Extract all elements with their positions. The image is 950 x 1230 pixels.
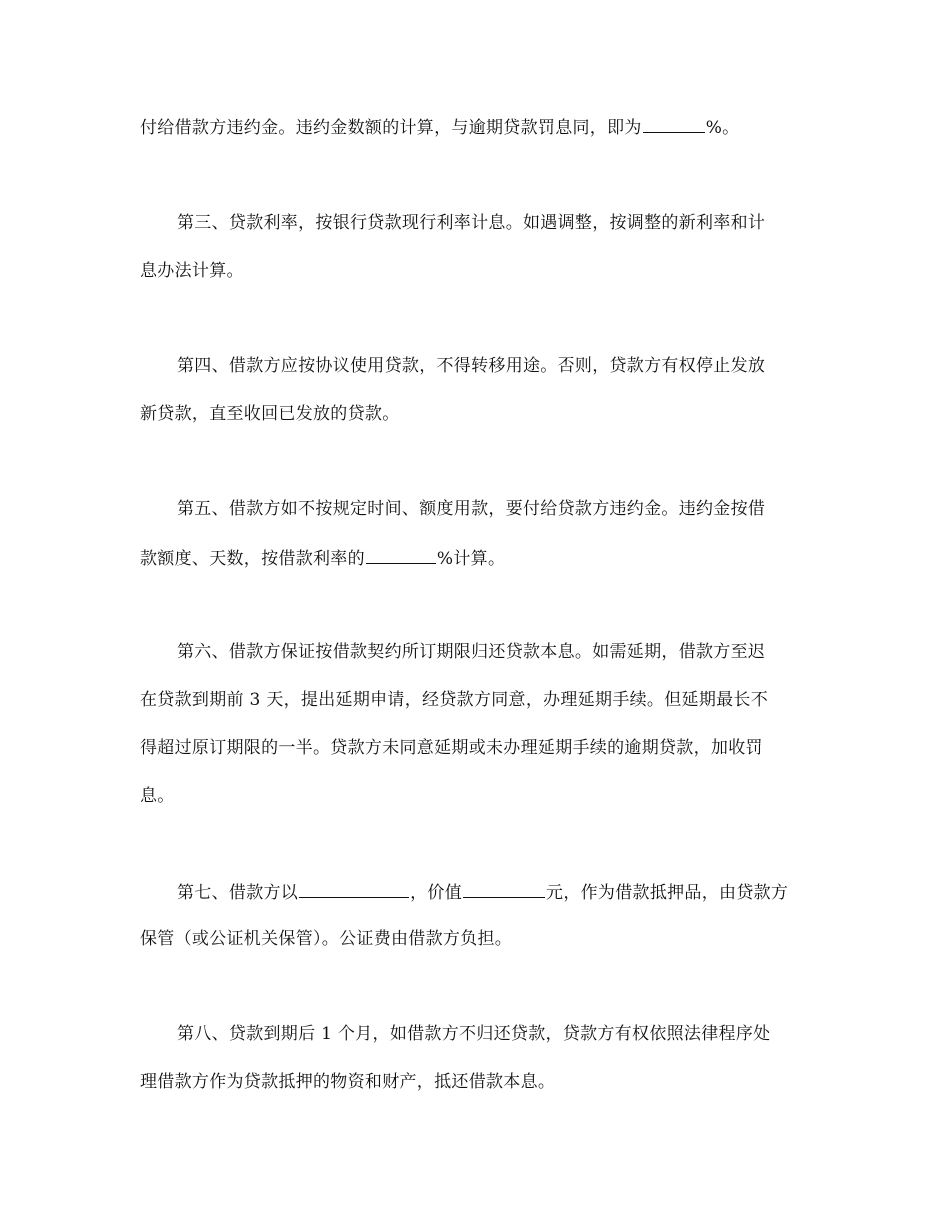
clause-3-line-2: 息办法计算。 [140, 261, 244, 281]
clause-5-text: 款额度、天数，按借款利率的 [140, 549, 365, 569]
interest-rate-blank[interactable] [366, 545, 436, 564]
clause-5-line-2 [140, 545, 505, 569]
clause-8-line-1: 第八、贷款到期后 1 个月，如借款方不归还贷款，贷款方有权依照法律程序处 [177, 1024, 771, 1044]
value-blank[interactable] [463, 879, 545, 898]
penalty-tail-text: 付给借款方违约金。违约金数额的计算，与逾期贷款罚息同，即为 [140, 118, 642, 138]
clause-5-percent: %计算。 [436, 549, 506, 569]
clause-7-text-c: 元，作为借款抵押品，由贷款方 [546, 883, 789, 903]
clause-7-text-b: ，价值 [410, 883, 463, 903]
clause-8-line-2: 理借款方作为贷款抵押的物资和财产，抵还借款本息。 [140, 1072, 556, 1092]
penalty-tail-percent: %。 [705, 118, 740, 138]
clause-6-line-3: 得超过原订期限的一半。贷款方未同意延期或未办理延期手续的逾期贷款，加收罚 [140, 738, 763, 758]
clause-7-line-1 [177, 879, 788, 903]
clause-7-line-2: 保管（或公证机关保管）。公证费由借款方负担。 [140, 929, 513, 949]
clause-7-text-a: 第七、借款方以 [177, 883, 299, 903]
clause-6-line-1: 第六、借款方保证按借款契约所订期限归还贷款本息。如需延期，借款方至迟 [177, 642, 766, 662]
penalty-rate-blank[interactable] [643, 114, 705, 133]
clause-4-line-2: 新贷款，直至收回已发放的贷款。 [140, 404, 400, 424]
clause-4-line-1: 第四、借款方应按协议使用贷款，不得转移用途。否则，贷款方有权停止发放 [177, 356, 766, 376]
paragraph-penalty-tail [140, 114, 739, 138]
clause-5-line-1: 第五、借款方如不按规定时间、额度用款，要付给贷款方违约金。违约金按借 [177, 499, 766, 519]
clause-6-line-4: 息。 [140, 786, 175, 806]
clause-3-line-1: 第三、贷款利率，按银行贷款现行利率计息。如遇调整，按调整的新利率和计 [177, 213, 766, 233]
clause-6-line-2: 在贷款到期前 3 天，提出延期申请，经贷款方同意，办理延期手续。但延期最长不 [140, 690, 769, 710]
collateral-blank[interactable] [299, 879, 409, 898]
